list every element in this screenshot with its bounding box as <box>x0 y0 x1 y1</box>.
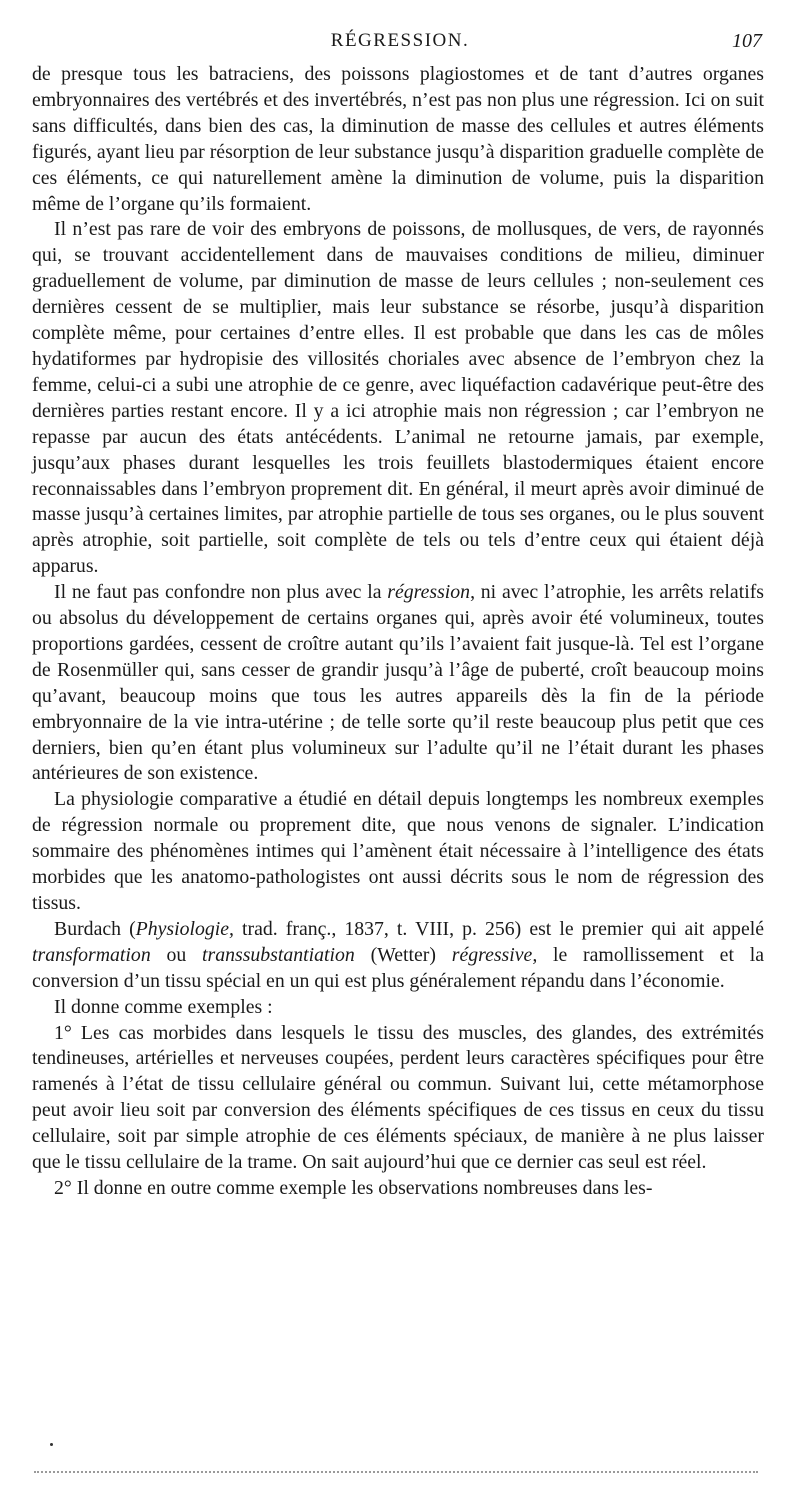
running-header <box>0 30 800 56</box>
page-number: 107 <box>732 30 762 52</box>
paragraph-item-2: 2° Il donne en outre comme exemple les observations nombreuses dans les- <box>54 1176 653 1199</box>
italic-term: transsubstantiation <box>202 943 355 966</box>
italic-term: régression <box>387 581 471 604</box>
paragraph-burdach <box>32 917 764 995</box>
italic-term: régressive, <box>451 943 538 966</box>
text-segment: Burdach ( <box>54 917 136 940</box>
paragraph-continued: de presque tous les batraciens, des poissons plagiostomes et de tant d’autres organes embryonnaires des vertébrés et des invertébrés, n’est pas non plus une régression. Ici on suit sans difficultés, dans bien des cas, la diminution de masse des cellules et autres éléments figurés, ayant lieu par résorption de leur substance jusqu’à disparition graduelle complète de ces éléments, ce qui naturellement amène la diminution de volume, puis la disparition même de l’organe qu’ils formaient. <box>32 63 764 215</box>
footer-rule <box>34 1471 758 1473</box>
text-segment: , ni avec l’atrophie, les arrêts relatifs ou absolus du développement de certains organes qui, après avoir été volumineux, toutes proportions gardées, cessent de croître autant qu’ils l’avaient fait jusque-là. Tel est l’organe de Rosenmüller qui, sans cesser de grandir jusqu’à l’âge de puberté, croît beaucoup moins qu’avant, beaucoup moins que tous les autres appareils dès la fin de la période embryonnaire de la vie intra-utérine ; de telle sorte qu’il reste beaucoup plus petit que ces derniers, bien qu’en étant plus volumineux sur l’adulte qu’il ne l’était durant les phases antérieures de son existence. <box>32 581 764 785</box>
paragraph-item-1: 1° Les cas morbides dans lesquels le tissu des muscles, des glandes, des extrémités tendineuses, artérielles et nerveuses coupées, perdent leurs caractères spécifiques pour être ramenés à l’état de tissu cellulaire général ou commun. Suivant lui, cette métamorphose peut avoir lieu soit par conversion des éléments spécifiques de ces tissus en ceux du tissu cellulaire, soit par simple atrophie de ces éléments spéciaux, de manière à ne plus laisser que le tissu cellulaire de la trame. On sait aujourd’hui que ce dernier cas seul est réel. <box>32 1021 764 1174</box>
text-segment: ou <box>150 943 203 966</box>
paragraph-arrets <box>32 580 764 787</box>
paragraph-embryons: Il n’est pas rare de voir des embryons de poissons, de mollusques, de vers, de rayonnés qui, se trouvant accidentellement dans de mauvaises conditions de milieu, diminuer graduellement de volume, par diminution de masse de leurs cellules ; non-seulement ces dernières cessent de se multiplier, mais leur substance se résorbe, jusqu’à disparition complète même, pour certaines d’entre elles. Il est probable que dans les cas de môles hydatiformes par hydropisie des villosités choriales avec absence de l’embryon chez la femme, celui-ci a subi une atrophie de ce genre, avec liquéfaction cadavérique peut-être des dernières parties restant encore. Il y a ici atrophie mais non régression ; car l’embryon ne repasse par aucun des états antécédents. L’animal ne retourne jamais, par exemple, jusqu’aux phases durant lesquelles les trois feuillets blastodermiques étaient encore reconnaissables dans l’embryon proprement dit. En général, il meurt après avoir diminué de masse jusqu’à certaines limites, par atrophie partielle de tous ses organes, ou le plus souvent après atrophie, soit partielle, soit complète de tels ou tels d’entre ceux qui étaient déjà apparus. <box>32 218 764 578</box>
running-title: RÉGRESSION. <box>330 30 470 51</box>
text-segment: le ramollissement et la conversion d’un tissu spécial en un qui est plus généralement répandu dans l’économie. <box>32 943 764 992</box>
italic-term: transformation <box>32 943 151 966</box>
text-block <box>32 62 764 1202</box>
stray-mark <box>50 1443 53 1446</box>
text-segment: (Wetter) <box>354 943 452 966</box>
paragraph-exemples: Il donne comme exemples : <box>54 995 273 1018</box>
text-segment: Il ne faut pas confondre non plus avec la <box>54 581 388 604</box>
text-segment: trad. franç., 1837, t. VIII, p. 256) est le premier qui ait appelé <box>234 917 764 940</box>
paragraph-physiologie: La physiologie comparative a étudié en détail depuis longtemps les nombreux exemples de régression normale ou proprement dite, que nous venons de signaler. L’indication sommaire des phénomènes intimes qui l’amènent était nécessaire à l’intelligence des états morbides que les anatomo-pathologistes ont aussi décrits sous le nom de régression des tissus. <box>32 788 764 914</box>
italic-title: Physiologie, <box>135 917 234 940</box>
